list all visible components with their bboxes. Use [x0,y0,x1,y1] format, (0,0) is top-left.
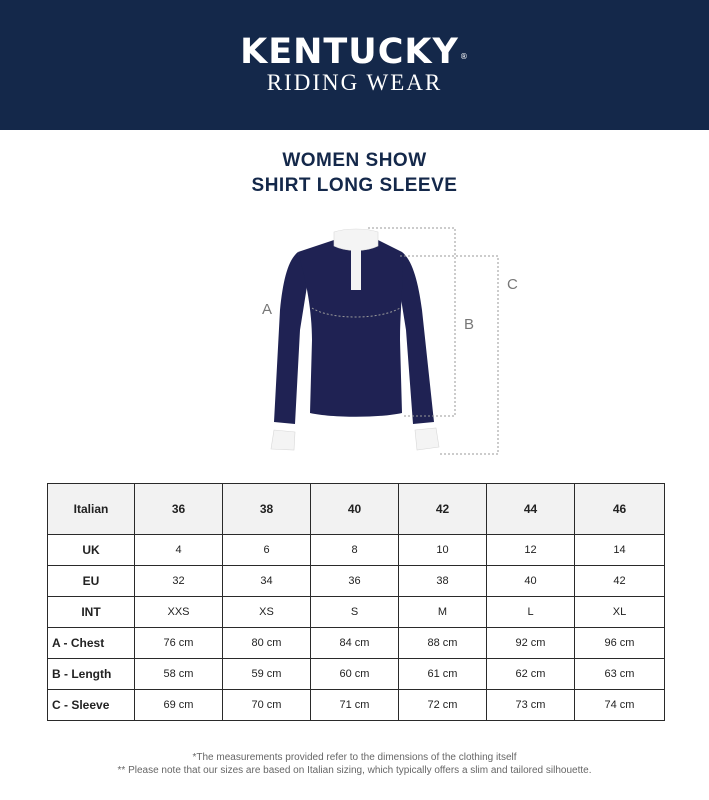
page-title [0,148,709,198]
registered-mark: ® [459,52,469,61]
row-label: EU [48,566,135,597]
table-row-int [48,597,665,628]
table-cell: 84 cm [311,628,399,659]
table-row-sleeve [48,690,665,721]
shirt-measurement-diagram [250,220,530,465]
table-cell: 69 cm [135,690,223,721]
table-cell: 40 [487,566,575,597]
table-cell: 63 cm [575,659,665,690]
table-header-row [48,484,665,535]
table-cell: 71 cm [311,690,399,721]
shirt-illustration [250,220,530,465]
table-cell: 74 cm [575,690,665,721]
right-cuff [415,428,439,450]
table-cell: M [399,597,487,628]
table-row-uk [48,535,665,566]
table-cell: 6 [223,535,311,566]
table-cell: 14 [575,535,665,566]
table-cell: 10 [399,535,487,566]
table-cell: 4 [135,535,223,566]
title-line-2: SHIRT LONG SLEEVE [251,175,458,196]
table-cell: 58 cm [135,659,223,690]
label-a: A [262,301,273,318]
row-label: INT [48,597,135,628]
brand-tagline: RIDING WEAR [266,70,443,95]
table-cell: 70 cm [223,690,311,721]
table-cell: 38 [399,566,487,597]
size-header: 46 [575,484,665,535]
right-sleeve [398,252,434,424]
row-label: UK [48,535,135,566]
table-cell: 34 [223,566,311,597]
shirt-body [298,240,403,417]
table-cell: 62 cm [487,659,575,690]
table-cell: XXS [135,597,223,628]
placket [351,244,361,290]
table-cell: XS [223,597,311,628]
size-header: 44 [487,484,575,535]
title-line-1: WOMEN SHOW [282,150,427,171]
table-row-length [48,659,665,690]
table-cell: 12 [487,535,575,566]
size-header: 38 [223,484,311,535]
row-label: A - Chest [48,628,135,659]
brand-logo [0,34,709,75]
table-cell: L [487,597,575,628]
table-cell: 32 [135,566,223,597]
table-row-chest [48,628,665,659]
footnote-measurements: *The measurements provided refer to the dimensions of the clothing itself [192,752,517,763]
footnote-sizing: ** Please note that our sizes are based on Italian sizing, which typically offers a slim and tailored silhouette. [117,765,592,776]
table-cell: 8 [311,535,399,566]
brand-header [0,0,709,130]
table-row-eu [48,566,665,597]
row-label: C - Sleeve [48,690,135,721]
size-header: 42 [399,484,487,535]
table-cell: 60 cm [311,659,399,690]
left-cuff [271,430,295,450]
brand-name: KENTUCKY [240,32,459,72]
table-cell: 72 cm [399,690,487,721]
size-chart-table [47,483,665,721]
label-c: C [507,276,518,293]
table-cell: 88 cm [399,628,487,659]
table-cell: 76 cm [135,628,223,659]
table-cell: 92 cm [487,628,575,659]
label-b: B [464,316,475,333]
table-cell: 42 [575,566,665,597]
size-header: 40 [311,484,399,535]
table-cell: 80 cm [223,628,311,659]
table-cell: 73 cm [487,690,575,721]
row-label: B - Length [48,659,135,690]
table-cell: 59 cm [223,659,311,690]
left-sleeve [274,252,308,424]
table-cell: XL [575,597,665,628]
table-cell: 61 cm [399,659,487,690]
table-cell: S [311,597,399,628]
size-header: 36 [135,484,223,535]
header-label: Italian [48,484,135,535]
table-cell: 36 [311,566,399,597]
table-cell: 96 cm [575,628,665,659]
